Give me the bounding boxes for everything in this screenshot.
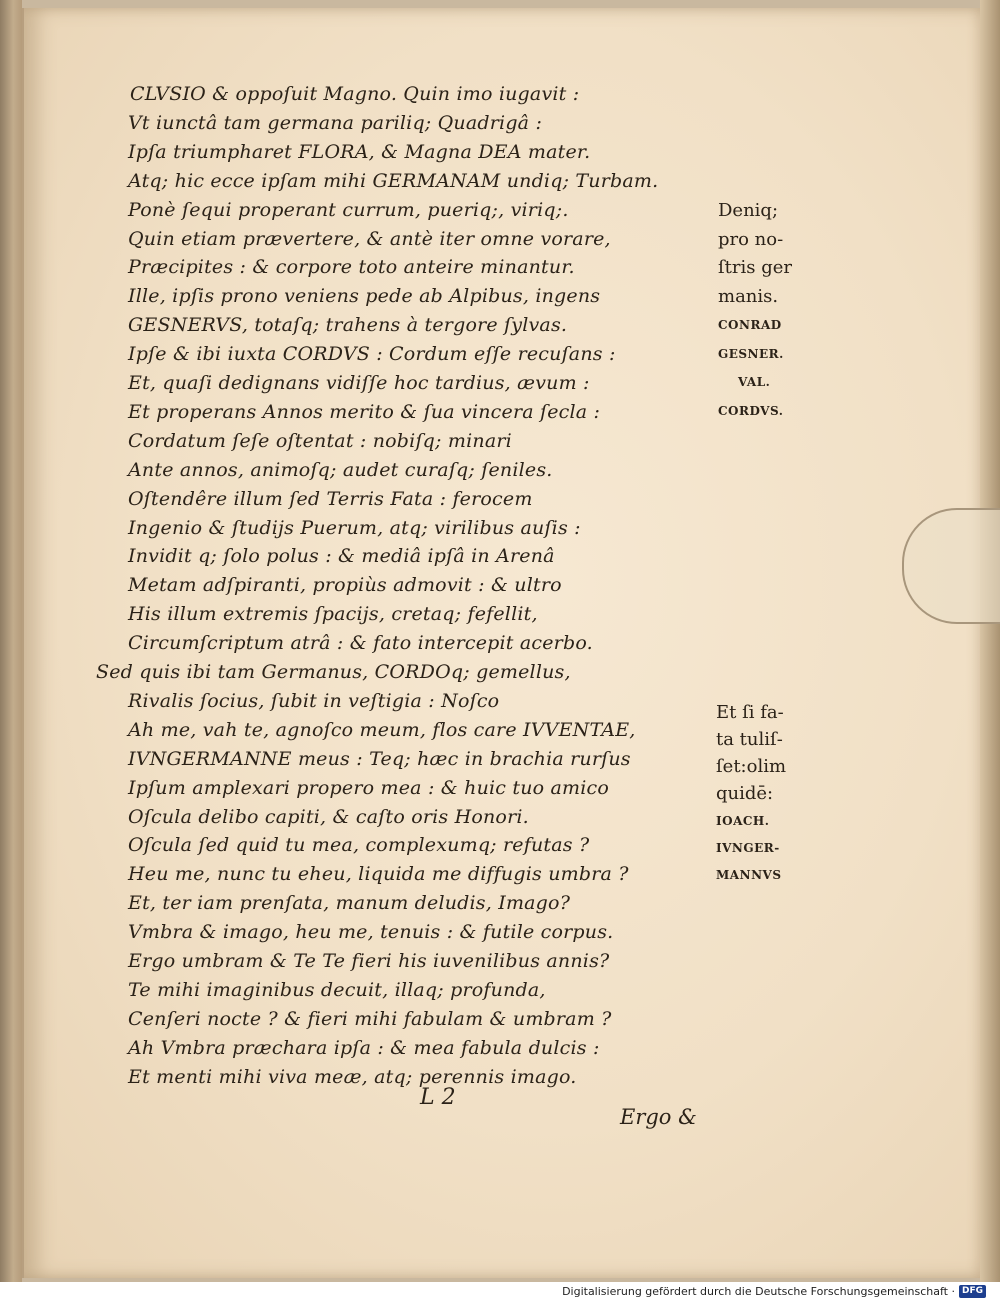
page-clip xyxy=(902,508,1000,624)
poem-line: Et, ter iam prenſata, manum deludis, Imago? xyxy=(128,892,571,915)
book-spine-edge xyxy=(0,0,22,1282)
poem-line: Circumſcriptum atrâ : & fato intercepit acerbo. xyxy=(128,632,593,655)
poem-line: GESNERVS, totaſq; trahens à tergore ſylvas. xyxy=(128,314,568,337)
poem-line: Sed quis ibi tam Germanus, CORDOq; gemellus, xyxy=(96,661,571,683)
poem-line: Ipſe & ibi iuxta CORDVS : Cordum eſſe recuſans : xyxy=(128,343,616,366)
poem-line: Et menti mihi viva meæ, atq; perennis imago. xyxy=(128,1065,577,1088)
poem-line: Ipſa triumpharet FLORA, & Magna DEA mater. xyxy=(128,140,591,163)
poem-line: Ergo umbram & Te Te fieri his iuvenilibus annis? xyxy=(128,950,610,972)
marginal-note-line: CORDVS. xyxy=(718,403,784,418)
poem-line: Et, quaſi dedignans vidiſſe hoc tardius, ævum : xyxy=(128,372,590,394)
poem-line: His illum extremis ſpacijs, cretaq; fefellit, xyxy=(128,603,538,626)
poem-line: Ille, ipſis prono veniens pede ab Alpibus, ingens xyxy=(128,285,601,308)
poem-line: Cordatum ſeſe oſtentat : nobiſq; minari xyxy=(128,429,512,452)
marginal-note-line: IVNGER- xyxy=(716,841,780,855)
marginal-note-line: MANNVS xyxy=(716,868,782,882)
marginal-note-line: ſet:olim xyxy=(716,756,787,777)
poem-line: Rivalis ſocius, ſubit in veſtigia : Noſco xyxy=(128,689,500,712)
funding-footer xyxy=(562,1283,986,1300)
marginal-note-line: Et ſi fa- xyxy=(716,702,784,723)
poem-line: Vt iunctâ tam germana pariliq; Quadrigâ : xyxy=(128,111,543,134)
poem-line: Ah Vmbra præchara ipſa : & mea fabula dulcis : xyxy=(128,1036,600,1059)
poem-line: Oſcula ſed quid tu mea, complexumq; refutas ? xyxy=(128,834,590,857)
poem-line: Ah me, vah te, agnoſco meum, flos care IVVENTAE, xyxy=(128,718,636,741)
dfg-logo: DFG xyxy=(959,1285,986,1298)
poem-line: Præcipites : & corpore toto anteire minantur. xyxy=(128,256,575,279)
poem-line: Ipſum amplexari propero mea : & huic tuo amico xyxy=(128,776,610,799)
marginal-note-line: manis. xyxy=(718,285,779,307)
poem-line: Invidit q; ſolo polus : & mediâ ipſâ in Arenâ xyxy=(128,545,555,568)
catchword: Ergo & xyxy=(620,1105,697,1129)
footer-text: Digitalisierung gefördert durch die Deutsche Forschungsgemeinschaft · xyxy=(562,1285,955,1298)
poem-line: Et properans Annos merito & ſua vincera ſecla : xyxy=(128,400,601,423)
poem-line: Metam adſpiranti, propiùs admovit : & ultro xyxy=(128,574,562,597)
marginal-note-line: pro no- xyxy=(718,228,784,250)
poem-line: Oſcula delibo capiti, & caſto oris Honori. xyxy=(128,805,529,828)
marginal-note-line: GESNER. xyxy=(718,346,784,361)
poem-line: IVNGERMANNE meus : Teq; hæc in brachia rurſus xyxy=(128,747,631,770)
marginal-note-line: ſtris ger xyxy=(718,257,792,278)
poem-line: Ante annos, animoſq; audet curaſq; ſeniles. xyxy=(128,458,553,481)
poem-line: Oſtendêre illum ſed Terris Fata : ferocem xyxy=(128,487,533,510)
poem-line: Heu me, nunc tu eheu, liquida me diffugis umbra ? xyxy=(128,863,629,886)
poem-line: Quin etiam prævertere, & antè iter omne vorare, xyxy=(128,227,611,250)
marginal-note-line: Deniq; xyxy=(718,200,779,221)
poem-line: CLVSIO & oppoſuit Magno. Quin imo iugavit : xyxy=(130,83,580,105)
page-right-edge xyxy=(980,0,1000,1282)
poem-line: Ingenio & ſtudijs Puerum, atq; virilibus auſis : xyxy=(128,516,581,539)
marginal-note-line: quidē: xyxy=(716,783,774,804)
marginal-note-line: CONRAD xyxy=(718,318,782,332)
poem-line: Atq; hic ecce ipſam mihi GERMANAM undiq; Turbam. xyxy=(128,169,659,192)
marginal-note-line: IOACH. xyxy=(716,814,770,828)
poem-line: Ponè ſequi properant currum, pueriq;, viriq;. xyxy=(128,198,569,221)
marginal-note-line: ta tuliſ- xyxy=(716,729,783,750)
poem-line: Te mihi imaginibus decuit, illaq; profunda, xyxy=(128,978,546,1001)
marginal-note-line: VAL. xyxy=(738,375,771,389)
poem-line: Vmbra & imago, heu me, tenuis : & futile corpus. xyxy=(128,921,614,944)
poem-line: Cenſeri nocte ? & fieri mihi fabulam & umbram ? xyxy=(128,1007,612,1030)
signature-mark: L 2 xyxy=(420,1085,456,1110)
